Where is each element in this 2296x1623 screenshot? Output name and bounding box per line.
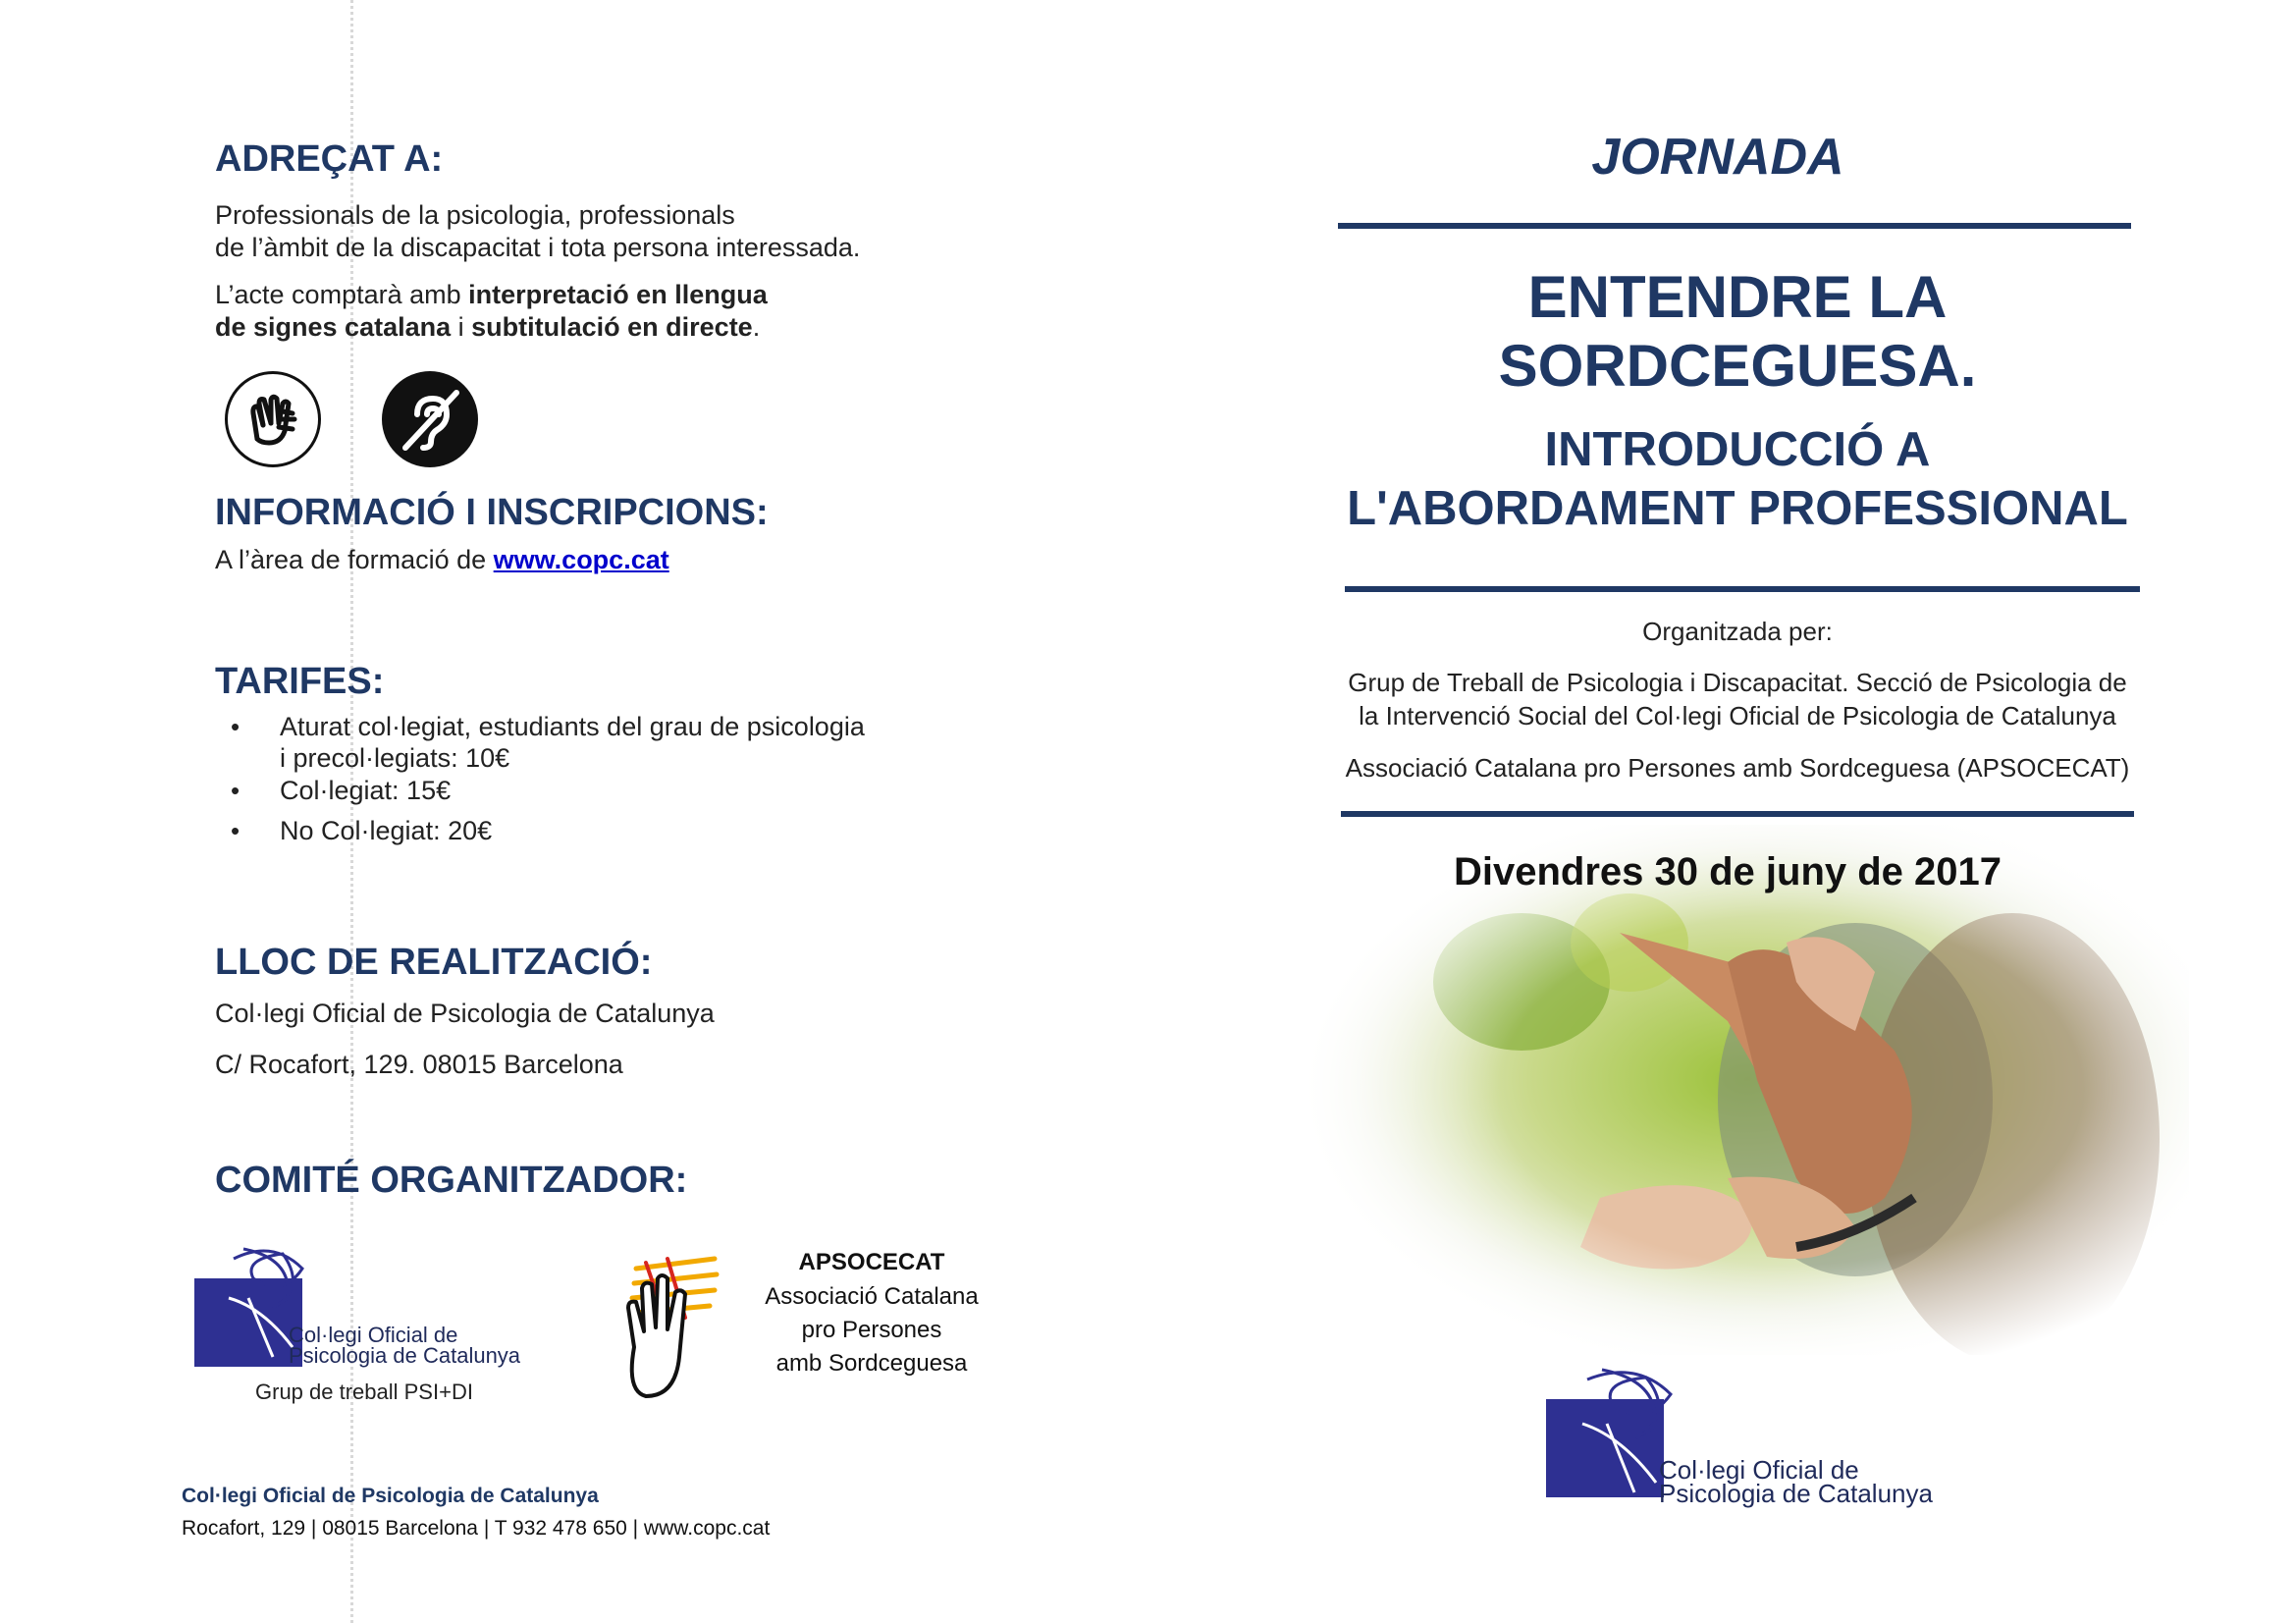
rule-top [1338,223,2131,229]
comite-heading: COMITÉ ORGANITZADOR: [215,1160,688,1201]
interpretation-line-2 [215,311,760,344]
tarifa-item-3 [231,815,493,847]
bullet: • [231,776,240,805]
apsocecat-title: APSOCECAT [798,1249,945,1275]
organized-by-label: Organitzada per: [1642,617,1833,646]
footer-address: Rocafort, 129 | 08015 Barcelona | T 932 478 650 | www.copc.cat [182,1517,771,1540]
copc-logo [194,1239,528,1406]
organizer-line-3: Associació Catalana pro Persones amb Sordceguesa (APSOCECAT) [1345,753,2130,783]
interpretation-bold-1: interpretació en llengua [468,280,768,309]
interpretation-pre: L’acte comptarà amb [215,280,469,309]
tarifes-heading: TARIFES: [215,661,385,702]
interpretation-mid: i [451,312,472,342]
adrecat-heading: ADREÇAT A: [215,138,444,180]
organizer-line-1: Grup de Treball de Psicologia i Discapacitat. Secció de Psicologia de [1348,668,2127,697]
hearing-loop-icon [382,371,478,467]
interpretation-line-1 [215,279,768,311]
lloc-line-1: Col·legi Oficial de Psicologia de Catalunya [215,999,715,1028]
adrecat-line-2: de l’àmbit de la discapacitat i tota persona interessada. [215,233,861,262]
hands-photo [1306,825,2189,1355]
adrecat-line-1: Professionals de la psicologia, professionals [215,200,735,230]
title-line-2: SORDCEGUESA. [1498,333,1977,399]
info-text-line [215,544,669,576]
copc-logo-large [1546,1360,1958,1517]
lloc-heading: LLOC DE REALITZACIÓ: [215,942,653,983]
apsocecat-hand-icon [607,1249,734,1406]
interpretation-bold-3: subtitulació en directe [471,312,753,342]
tarifa-item-1-cont: i precol·legiats: 10€ [280,743,510,773]
tarifa-item-2 [231,775,452,807]
grup-caption: Grup de treball PSI+DI [255,1380,473,1404]
tarifa-text-1: Aturat col·legiat, estudiants del grau de psicologia [280,712,865,741]
subtitle-line-2: L'ABORDAMENT PROFESSIONAL [1347,482,2128,535]
info-heading: INFORMACIÓ I INSCRIPCIONS: [215,492,769,533]
copc-logo-large-line-1: Col·legi Oficial de [1659,1455,1859,1485]
interpretation-bold-2: de signes catalana [215,312,452,342]
apsocecat-line-2: pro Persones [801,1317,942,1343]
copc-logo-large-line-2: Psicologia de Catalunya [1659,1479,1933,1508]
copc-website-link[interactable]: www.copc.cat [493,545,669,574]
tarifa-text-2: Col·legiat: 15€ [280,776,452,805]
info-text: A l’àrea de formació de [215,545,494,574]
copc-logo-line-1: Col·legi Oficial de [289,1323,458,1347]
apsocecat-logo [607,1249,980,1406]
tarifa-item-1 [231,711,865,743]
rule-bottom [1341,811,2134,817]
apsocecat-line-3: amb Sordceguesa [775,1350,968,1377]
bullet: • [231,712,240,741]
footer-org-name: Col·legi Oficial de Psicologia de Catalunya [182,1485,599,1507]
sign-language-icon [225,371,321,467]
tarifa-text-3: No Col·legiat: 20€ [280,816,493,845]
lloc-line-2: C/ Rocafort, 129. 08015 Barcelona [215,1050,623,1079]
apsocecat-line-1: Associació Catalana [765,1283,979,1310]
jornada-label: JORNADA [1591,129,1844,186]
title-line-1: ENTENDRE LA [1527,264,1948,330]
interpretation-end: . [752,312,761,342]
organizer-line-2: la Intervenció Social del Col·legi Oficial de Psicologia de Catalunya [1359,701,2116,730]
subtitle-line-1: INTRODUCCIÓ A [1544,423,1931,476]
bullet: • [231,816,240,845]
rule-middle [1345,586,2140,592]
event-date: Divendres 30 de juny de 2017 [1453,850,2002,893]
copc-logo-line-2: Psicologia de Catalunya [289,1343,521,1368]
